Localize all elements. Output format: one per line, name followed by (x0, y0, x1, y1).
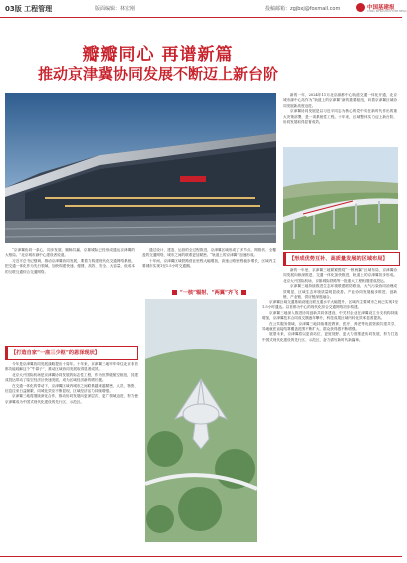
elevated-rail-image (283, 147, 398, 250)
paragraph: 十年间，京津冀区域铁路营业里程大幅增加，高速公路里程稳步增长，区域内主要城市实现1至1.5小时交通圈。 (142, 258, 276, 269)
footer-rule (0, 556, 402, 557)
editor-credit: 版面编辑：林宏刚 (95, 6, 136, 12)
headline-sub: 推动京津冀协同发展不断迈上新台阶 (37, 65, 278, 83)
column-right-c (262, 300, 398, 343)
paragraph: 在公共服务领域，京津冀三地持续推进教育、医疗、养老等优质资源共建共享，异地就医直接结算覆盖范围不断扩大，群众获得感不断增强。 (262, 321, 398, 332)
paragraph: 京津冀三地持续推进生态环境联建联防联治，大气污染协同治理成效明显，区域生态环境质量明显改善。产业协同发展稳步推进，创新链、产业链、供应链深度融合。 (283, 284, 397, 300)
paragraph: 京津冀协同发展是以习近平同志为核心的党中央在新时代作出的重大决策部署，是一项系统性工程。十年来，区域整体实力迈上新台阶，协同发展取得显著成效。 (283, 109, 397, 125)
paragraph: 新的一年里，京津冀三地紧紧围绕“一核两翼”区域布局，京津冀协同发展向纵深推进，交通一体化加快推进，轨道上的京津冀初步形成。北京大兴国际机场、京雄城际铁路等一批重大工程相继建成投运。 (283, 268, 397, 283)
headline-main: 瓣瓣同心 再谱新篇 (82, 45, 234, 65)
paragraph: 通过设计、建造、运营的全过程推进，京津冀区域形成了多节点、网格状、全覆盖的交通网络，城市之间的联系更加紧密。“轨道上的京津冀”加速形成。 (142, 248, 276, 258)
newspaper-logo (356, 2, 407, 15)
paragraph: “京津冀协同一条心，同步发展、顺畅共赢，京雄城际已经形成通达京津冀的大格局。”北京城市副中心建设者说道。 (5, 248, 135, 258)
station-photo (5, 93, 276, 243)
subheading-center: “一核”辐射、“两翼”齐飞 (142, 287, 276, 299)
paragraph: 京津冀三地将继续深化合作，推动协同发展向更深层次、更广领域迈进，努力使京津冀成为中国式现代化建设的先行区、示范区。 (5, 394, 138, 404)
airport-aerial-image (145, 299, 257, 542)
elevated-rail-photo (283, 147, 398, 250)
column-left-a (5, 248, 135, 275)
logo-subtitle: CHINA INFRASTRUCTURE NEWS (367, 10, 407, 13)
subheading-right: 【形成优势互补、高质量发展的区域布局】 (283, 252, 400, 266)
paragraph: 在交通一体化的带动下，京津冀区域内城市之间联系越来越紧密，人员、物资、信息往来日益频繁，同城化效应不断显现，区域经济活力持续增强。 (5, 383, 138, 394)
paragraph: 展望未来，京津冀将以更高站位、更宽视野、更大力度推进协同发展，努力打造中国式现代化建设的先行区、示范区，奋力谱写新时代新篇章。 (262, 332, 398, 342)
page-header (0, 0, 407, 18)
logo-mark-icon (356, 3, 365, 12)
subheading-left: 【打造自家“一座三少枢”的恩泽现状】 (5, 346, 138, 360)
column-right-mid (283, 268, 397, 300)
paragraph: 京津冀三地深入推进协同创新共同体建设，中关村企业在津冀设立分支机构持续增加，京津冀技术合同成交额逐年攀升，科技成果区域内转化效率显著提高。 (262, 310, 398, 321)
logo-name: 中国基建报 (367, 5, 395, 11)
paragraph: 新的一年，2024年11月北京副都中心轨道交通一体化开通，北京城市副中心站作为“轨道上的京津冀”新的重要枢纽，向着京津冀区域协同发展新高度迈进。 (283, 93, 397, 108)
column-mid-a (142, 248, 276, 270)
paragraph: 京津冀区域交通基础设施互联互通水平大幅提升，区域内主要城市之间已实现1至1.5小时通达。以首都为中心的现代化综合交通网络初步构建。 (262, 300, 398, 310)
paragraph: 习近平总书记强调，推动京津冀协同发展，要着力构建现代化交通网络系统，把交通一体化作为先行领域，加快构建快速、便捷、高效、安全、大容量、低成本的互联互通综合交通网络。 (5, 258, 135, 274)
station-photo-image (5, 93, 276, 243)
airport-aerial-photo (145, 299, 257, 542)
contact-email: 投稿邮箱：zgjbxj@foxmail.com (265, 6, 341, 12)
column-right-top (283, 93, 397, 125)
page-label: 03版 工程管理 (5, 5, 53, 13)
paragraph: 北京大兴国际机场是京津冀协同发展的标志性工程，作为世界级航空枢纽，其建成投运带动了临空经济区快速发展，成为区域经济新的增长极。 (5, 372, 138, 383)
paragraph: 今年是京津冀协同发展战略提出十周年。十年来，京津冀三地牢牢牵住北京非首都功能疏解这个“牛鼻子”，推动区域协同发展取得显著成效。 (5, 362, 138, 372)
column-left-b (5, 362, 138, 405)
